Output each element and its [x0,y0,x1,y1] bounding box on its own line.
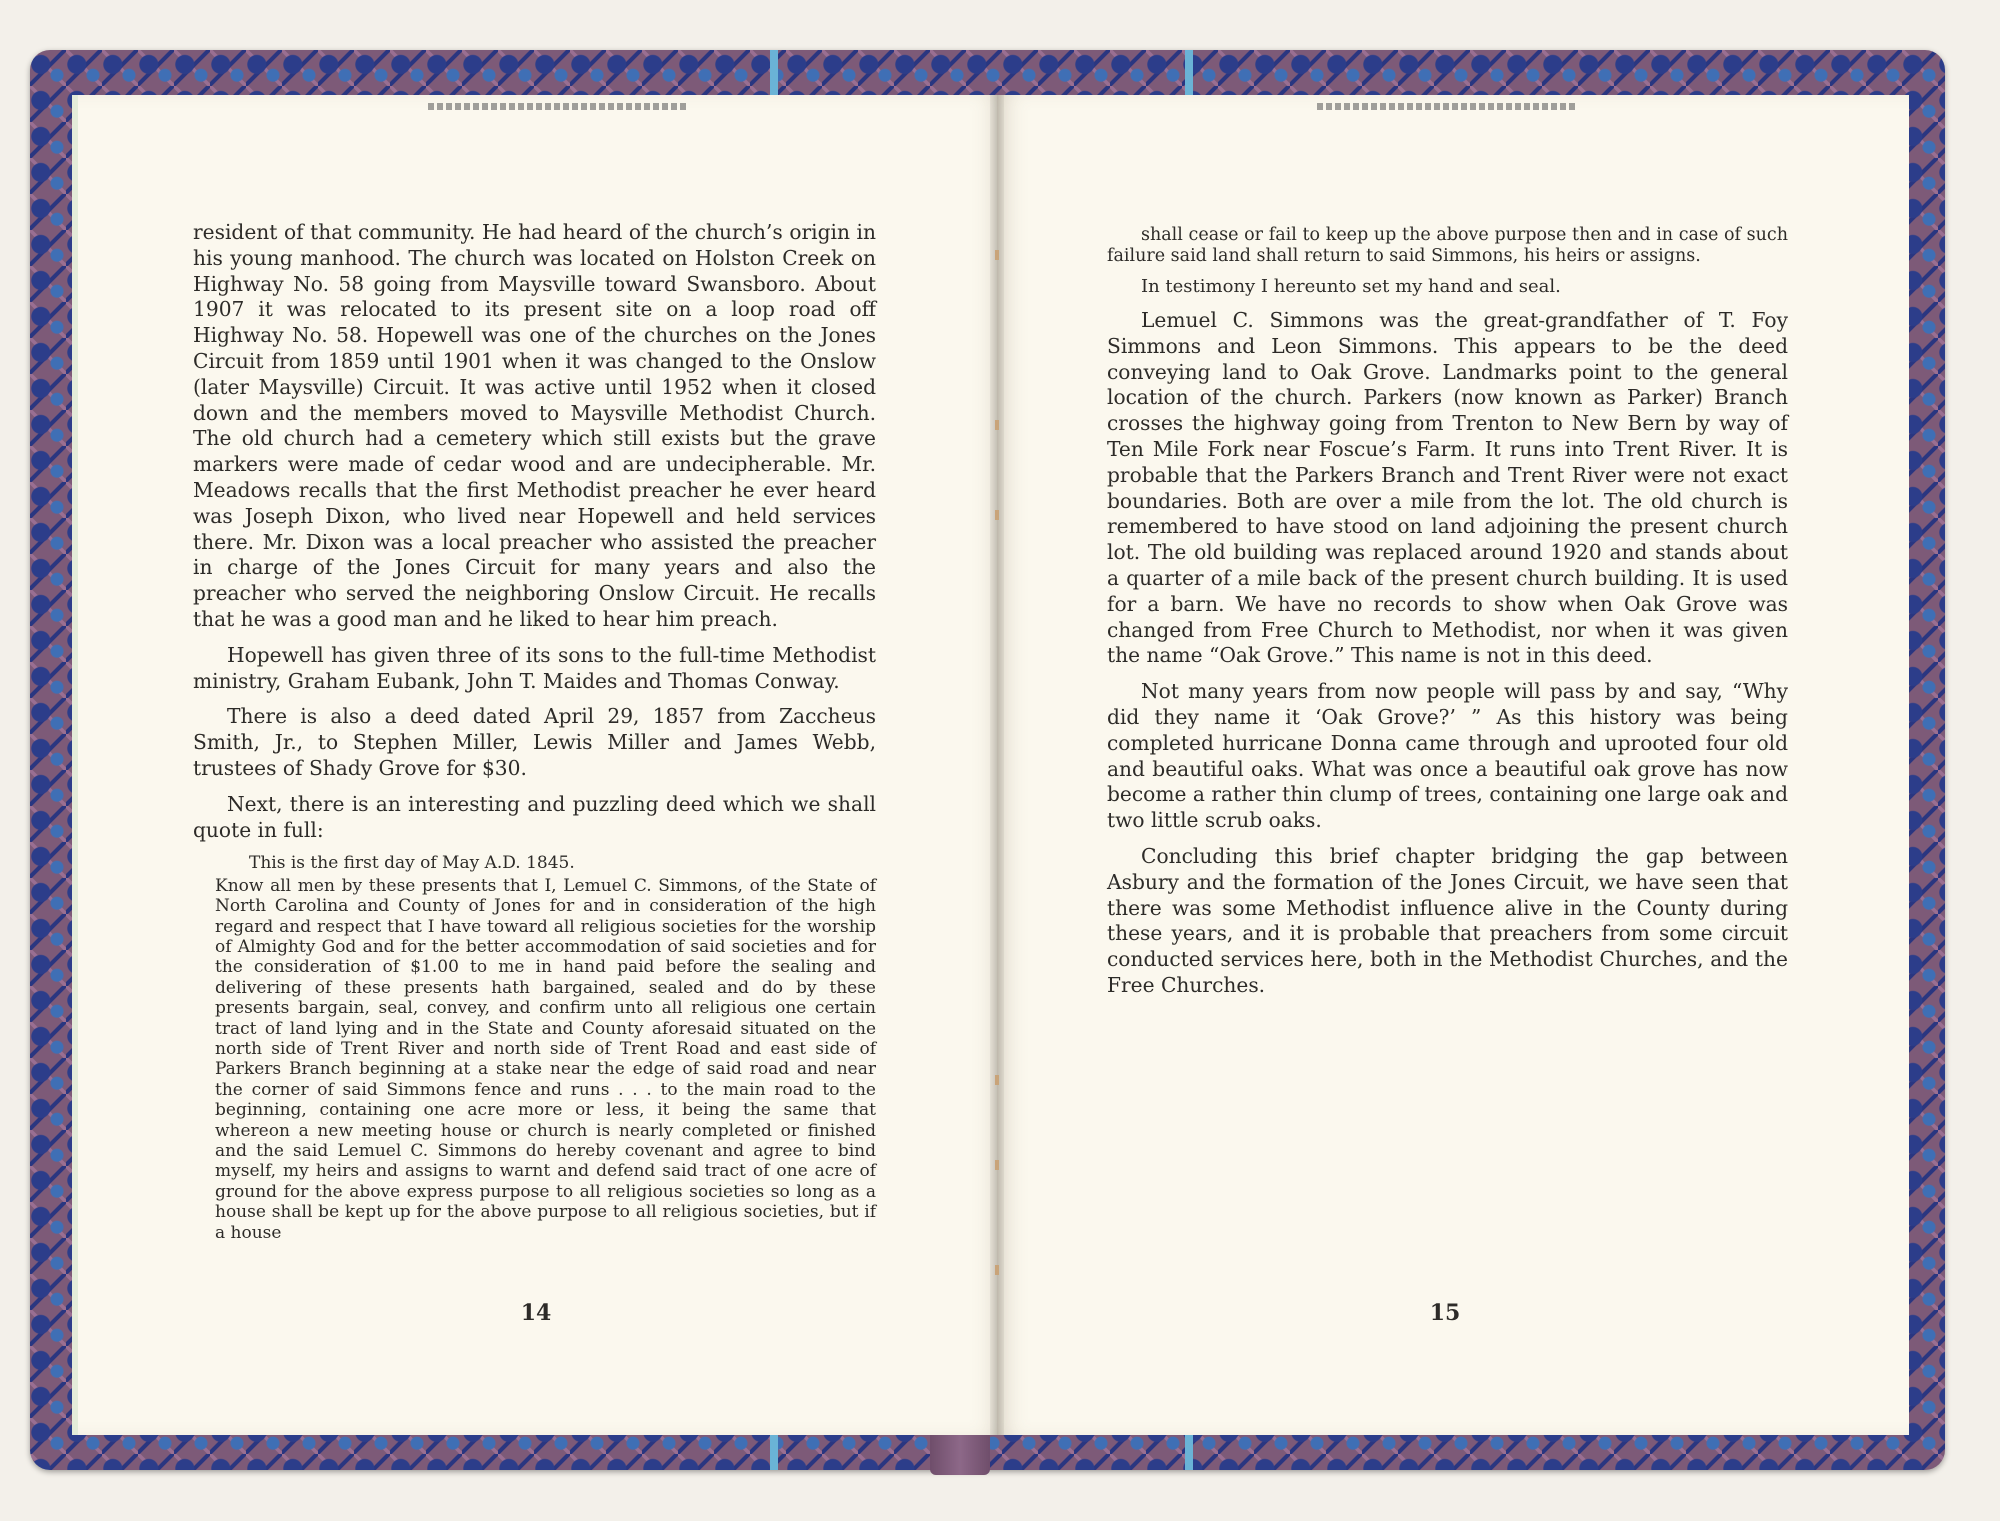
binding-stitch [995,1265,999,1275]
binding-stitch [995,510,999,520]
cover-stripe [1185,50,1193,95]
right-page-text [1107,225,1788,1009]
paragraph: Not many years from now people will pass by and say, “Why did they name it ‘Oak Grove?’ ” As this history was being completed hurricane Donna came through and uprooted four old and beautiful oaks. What was once a beautiful oak grove has now become a rather thin clump of trees, containing one large oak and two little scrub oaks. [1107,679,1788,833]
left-page-text [193,220,876,1253]
deed-date-line: This is the first day of May A.D. 1845. [249,853,575,874]
binding-stitch [995,1075,999,1085]
paragraph: Next, there is an interesting and puzzling deed which we shall quote in full: [193,791,876,842]
header-remnant [1317,103,1577,110]
binding-stitch [995,1160,999,1170]
paragraph: Concluding this brief chapter bridging the gap between Asbury and the formation of the Jones Circuit, we have seen that there was some Methodist influence alive in the County during these years, and it is probable that preachers from some circuit conducted services here, both in the Methodist Churches, and the Free Churches. [1107,843,1788,997]
deed-text: Know all men by these presents that I, Lemuel C. Simmons, of the State of North Carolina and County of Jones for and in consideration of the high regard and respect that I have toward all religious societies for the worship of Almighty God and for the better accommodation of said societies and for the consideration of $1.00 to me in hand paid before the sealing and delivering of these presents hath bargained, sealed and do by these presents bargain, seal, convey, and confirm unto all religious one certain tract of land lying and in the State and County aforesaid situated on the north side of Trent River and north side of Trent Road and east side of Parkers Branch beginning at a stake near the edge of said road and near the corner of said Simmons fence and runs . . . to the main road to the beginning, containing one acre more or less, it being the same that whereon a new meeting house or church is nearly completed or finished and the said Lemuel C. Simmons do hereby covenant and agree to bind myself, my heirs and assigns to warnt and defend said tract of one acre of ground for the above express purpose to all religious societies so long as a house shall be kept up for the above purpose to all religious societies, but if a house [215,875,876,1243]
page-number: 14 [520,1300,552,1326]
paragraph: Lemuel C. Simmons was the great-grandfather of T. Foy Simmons and Leon Simmons. This appears to be the deed conveying land to Oak Grove. Landmarks point to the general location of the church. Parkers (now known as Parker) Branch crosses the highway going from Trenton to New Bern by way of Ten Mile Fork near Foscue’s Farm. It runs into Trent River. It is probable that the Parkers Branch and Trent River were not exact boundaries. Both are over a mile from the lot. The old church is remembered to have stood on land adjoining the present church lot. The old building was replaced around 1920 and stands about a quarter of a mile back of the present church building. It is used for a barn. We have no records to show when Oak Grove was changed from Free Church to Methodist, nor when it was given the name “Oak Grove.” This name is not in this deed. [1107,308,1788,668]
page-number: 15 [1429,1300,1461,1326]
paragraph: Hopewell has given three of its sons to the full-time Methodist ministry, Graham Eubank, John T. Maides and Thomas Conway. [193,642,876,693]
paragraph: There is also a deed dated April 29, 1857 from Zaccheus Smith, Jr., to Stephen Miller, Lewis Miller and James Webb, trustees of Shady Grove for $30. [193,704,876,780]
deed-signature-line: In testimony I hereunto set my hand and seal. [1141,276,1561,297]
cover-stripe [1185,1435,1193,1470]
book-gutter [990,95,1004,1435]
cover-stripe [770,50,778,95]
left-page [72,95,1003,1435]
cover-stripe [770,1435,778,1470]
header-remnant [428,103,688,110]
binding-stitch [995,420,999,430]
binding-stitch [995,250,999,260]
right-page [997,95,1909,1435]
deed-continuation: shall cease or fail to keep up the above purpose then and in case of such failure said land shall return to said Simmons, his heirs or assigns. [1107,225,1788,266]
paragraph: resident of that community. He had heard of the church’s origin in his young manhood. The church was located on Holston Creek on Highway No. 58 going from Maysville toward Swansboro. About 1907 it was relocated to its present site on a loop road off Highway No. 58. Hopewell was one of the churches on the Jones Circuit from 1859 until 1901 when it was changed to the Onslow (later Maysville) Circuit. It was active until 1952 when it closed down and the members moved to Maysville Methodist Church. The old church had a cemetery which still exists but the grave markers were made of cedar wood and are undecipherable. Mr. Meadows recalls that the first Methodist preacher he ever heard was Joseph Dixon, who lived near Hopewell and held services there. Mr. Dixon was a local preacher who assisted the preacher in charge of the Jones Circuit for many years and also the preacher who served the neighboring Onslow Circuit. He recalls that he was a good man and he liked to hear him preach. [193,220,876,631]
